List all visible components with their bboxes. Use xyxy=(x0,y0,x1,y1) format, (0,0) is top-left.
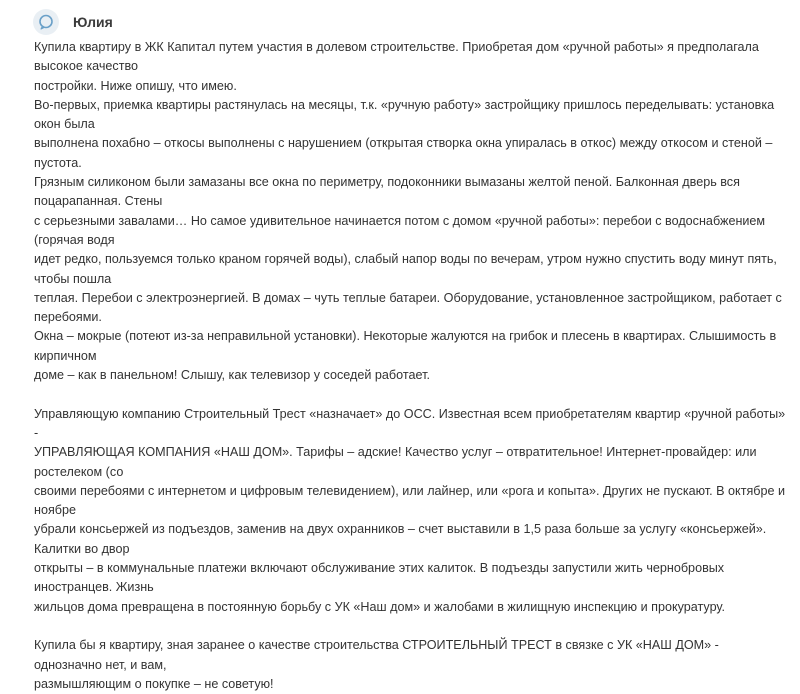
review-text-line: Управляющую компанию Строительный Трест «назначает» до ОСС. Известная всем приобретателям квартир «ручной работы» - xyxy=(34,406,786,440)
review-text-line: теплая. Перебои с электроэнергией. В домах – чуть теплые батареи. Оборудование, установленное застройщиком, работает с перебоями. xyxy=(34,290,782,325)
review-text xyxy=(34,38,790,694)
review-paragraph-2 xyxy=(34,405,790,617)
review-text-line: убрали консьержей из подъездов, заменив на двух охранников – счет выставили в 1,5 раза больше за услугу «консьержей». Калитки во двор xyxy=(34,522,767,556)
review-text-line: с серьезными завалами… Но самое удивительное начинается потом с домом «ручной работы»: перебои с водоснабжением (горячая водя xyxy=(34,213,766,247)
review-text-line: идет редко, пользуемся только краном горячей воды), слабый напор воды по вечерам, утром нужно спустить воду минут пять, чтобы пошла xyxy=(34,252,777,286)
chat-bubble-icon xyxy=(38,14,54,30)
review-text-line: Купила квартиру в ЖК Капитал путем участия в долевом строительстве. Приобретая дом «ручной работы» я предполагала высокое качество xyxy=(34,40,759,74)
review-paragraph-3 xyxy=(34,636,790,694)
paragraph-gap xyxy=(34,617,790,636)
review-author: Юлия xyxy=(73,14,113,30)
review-header xyxy=(33,8,113,36)
review-text-line: Купила бы я квартиру, зная заранее о качестве строительства СТРОИТЕЛЬНЫЙ ТРЕСТ в связке с УК «НАШ ДОМ» - однозначно нет, и вам, xyxy=(34,638,719,672)
avatar xyxy=(33,9,59,35)
review-text-line: доме – как в панельном! Слышу, как телевизор у соседей работает. xyxy=(34,368,430,383)
review-text-line: своими перебоями с интернетом и цифровым телевидением), или лайнер, или «рога и копыта». Других не пускают. В октябре и ноябре xyxy=(34,483,786,518)
review-text-line: Во-первых, приемка квартиры растянулась на месяцы, т.к. «ручную работу» застройщику пришлось переделывать: установка окон была xyxy=(34,97,775,132)
review-text-line: УПРАВЛЯЮЩАЯ КОМПАНИЯ «НАШ ДОМ». Тарифы – адские! Качество услуг – отвратительное! Интернет-провайдер: или ростелеком (со xyxy=(34,445,757,479)
review-paragraph-1 xyxy=(34,38,790,385)
review-text-line: выполнена похабно – откосы выполнены с нарушением (открытая створка окна упиралась в откос) между откосом и стеной – пустота. xyxy=(34,136,773,170)
review-text-line: постройки. Ниже опишу, что имею. xyxy=(34,78,237,93)
review-text-line: Окна – мокрые (потеют из-за неправильной установки). Некоторые жалуются на грибок и плесень в квартирах. Слышимость в кирпичном xyxy=(34,329,777,363)
paragraph-gap xyxy=(34,385,790,404)
review-text-line: открыты – в коммунальные платежи включают обслуживание этих калиток. В подъезды запустили жить чернобровых иностранцев. Жизнь xyxy=(34,561,725,595)
review-text-line: размышляющим о покупке – не советую! xyxy=(34,676,274,691)
review-text-line: Грязным силиконом были замазаны все окна по периметру, подоконники вымазаны желтой пеной. Балконная дверь вся поцарапанная. Стены xyxy=(34,175,740,209)
review-text-line: жильцов дома превращена в постоянную борьбу с УК «Наш дом» и жалобами в жилищную инспекцию и прокуратуру. xyxy=(34,599,725,614)
